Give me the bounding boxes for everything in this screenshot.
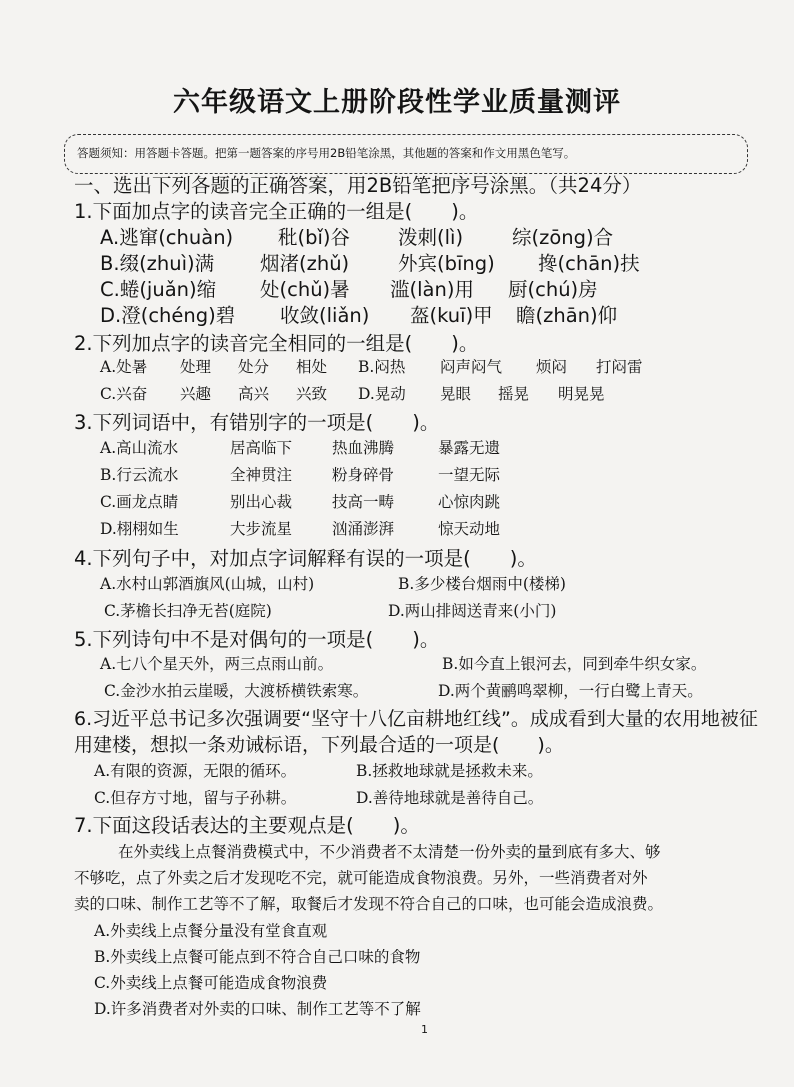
question-6-stem-line-2: 用建楼，想拟一条劝诫标语，下列最合适的一项是( )。 <box>74 734 564 756</box>
question-4-stem: 4.下列句子中，对加点字词解释有误的一项是( )。 <box>74 547 537 570</box>
question-4-row-1: A.水村山郭酒旗风(山城，山村) B.多少楼台烟雨中(楼梯) <box>100 575 566 593</box>
question-1-option-c: C.蜷(juǎn)缩 处(chǔ)暑 滥(làn)用 厨(chú)房 <box>100 278 598 301</box>
question-6-stem-line-1: 6.习近平总书记多次强调要“坚守十八亿亩耕地红线”。成成看到大量的农用地被征 <box>74 708 758 730</box>
question-1-option-a: A.逃窜(chuàn) 秕(bǐ)谷 泼刺(lì) 综(zōng)合 <box>100 226 614 249</box>
answer-notice-text: 答题须知：用答题卡答题。把第一题答案的序号用2B铅笔涂黑，其他题的答案和作文用黑色笔写。 <box>77 146 576 160</box>
question-2-stem: 2.下列加点字的读音完全相同的一组是( )。 <box>74 332 479 355</box>
question-7-option-d: D.许多消费者对外卖的口味、制作工艺等不了解 <box>94 1000 421 1018</box>
section-heading: 一、选出下列各题的正确答案，用2B铅笔把序号涂黑。（共24分） <box>74 174 642 197</box>
question-3-stem: 3.下列词语中，有错别字的一项是( )。 <box>74 411 440 434</box>
answer-notice-box <box>64 134 748 174</box>
question-6-row-2: C.但存方寸地，留与子孙耕。 D.善待地球就是善待自己。 <box>94 789 544 807</box>
question-5-stem: 5.下列诗句中不是对偶句的一项是( )。 <box>74 628 440 651</box>
question-7-option-c: C.外卖线上点餐可能造成食物浪费 <box>94 974 328 992</box>
question-3-option-b: B.行云流水 全神贯注 粉身碎骨 一望无际 <box>100 466 501 484</box>
question-6-row-1: A.有限的资源，无限的循环。 B.拯救地球就是拯救未来。 <box>94 762 543 780</box>
question-5-row-2: C.金沙水拍云崖暖，大渡桥横铁索寒。 D.两个黄鹂鸣翠柳，一行白鹭上青天。 <box>104 682 703 700</box>
question-1-stem: 1.下面加点字的读音完全正确的一组是( )。 <box>74 200 479 223</box>
question-1-option-d: D.澄(chéng)碧 收敛(liǎn) 盔(kuī)甲 瞻(zhān)仰 <box>100 304 618 327</box>
question-7-option-b: B.外卖线上点餐可能点到不符合自己口味的食物 <box>94 948 421 966</box>
question-3-option-d: D.栩栩如生 大步流星 汹涌澎湃 惊天动地 <box>100 520 501 538</box>
question-5-row-1: A.七八个星天外，两三点雨山前。 B.如今直上银河去，同到牵牛织女家。 <box>100 655 707 673</box>
question-7-stem: 7.下面这段话表达的主要观点是( )。 <box>74 814 420 837</box>
question-4-row-2: C.茅檐长扫净无苔(庭院) D.两山排闼送青来(小门) <box>104 602 557 620</box>
page-number: 1 <box>421 1023 428 1036</box>
question-7-passage-line-2: 不够吃，点了外卖之后才发现吃不完，就可能造成食物浪费。另外，一些消费者对外 <box>74 869 648 887</box>
question-3-option-a: A.高山流水 居高临下 热血沸腾 暴露无遗 <box>100 439 501 457</box>
question-2-row-1: A.处暑 处理 处分 相处 B.闷热 闷声闷气 烦闷 打闷雷 <box>100 358 643 376</box>
question-7-passage-line-1: 在外卖线上点餐消费模式中，不少消费者不太清楚一份外卖的量到底有多大、够 <box>118 843 661 861</box>
question-1-option-b: B.缀(zhuì)满 烟渚(zhǔ) 外宾(bīng) 搀(chān)扶 <box>100 252 640 275</box>
question-3-option-c: C.画龙点睛 别出心裁 技高一畴 心惊肉跳 <box>100 493 501 511</box>
page-title: 六年级语文上册阶段性学业质量测评 <box>173 87 621 118</box>
question-2-row-2: C.兴奋 兴趣 高兴 兴致 D.晃动 晃眼 摇晃 明晃晃 <box>100 385 605 403</box>
question-7-passage-line-3: 卖的口味、制作工艺等不了解，取餐后才发现不符合自己的口味，也可能会造成浪费。 <box>74 895 664 913</box>
question-7-option-a: A.外卖线上点餐分量没有堂食直观 <box>94 922 328 940</box>
